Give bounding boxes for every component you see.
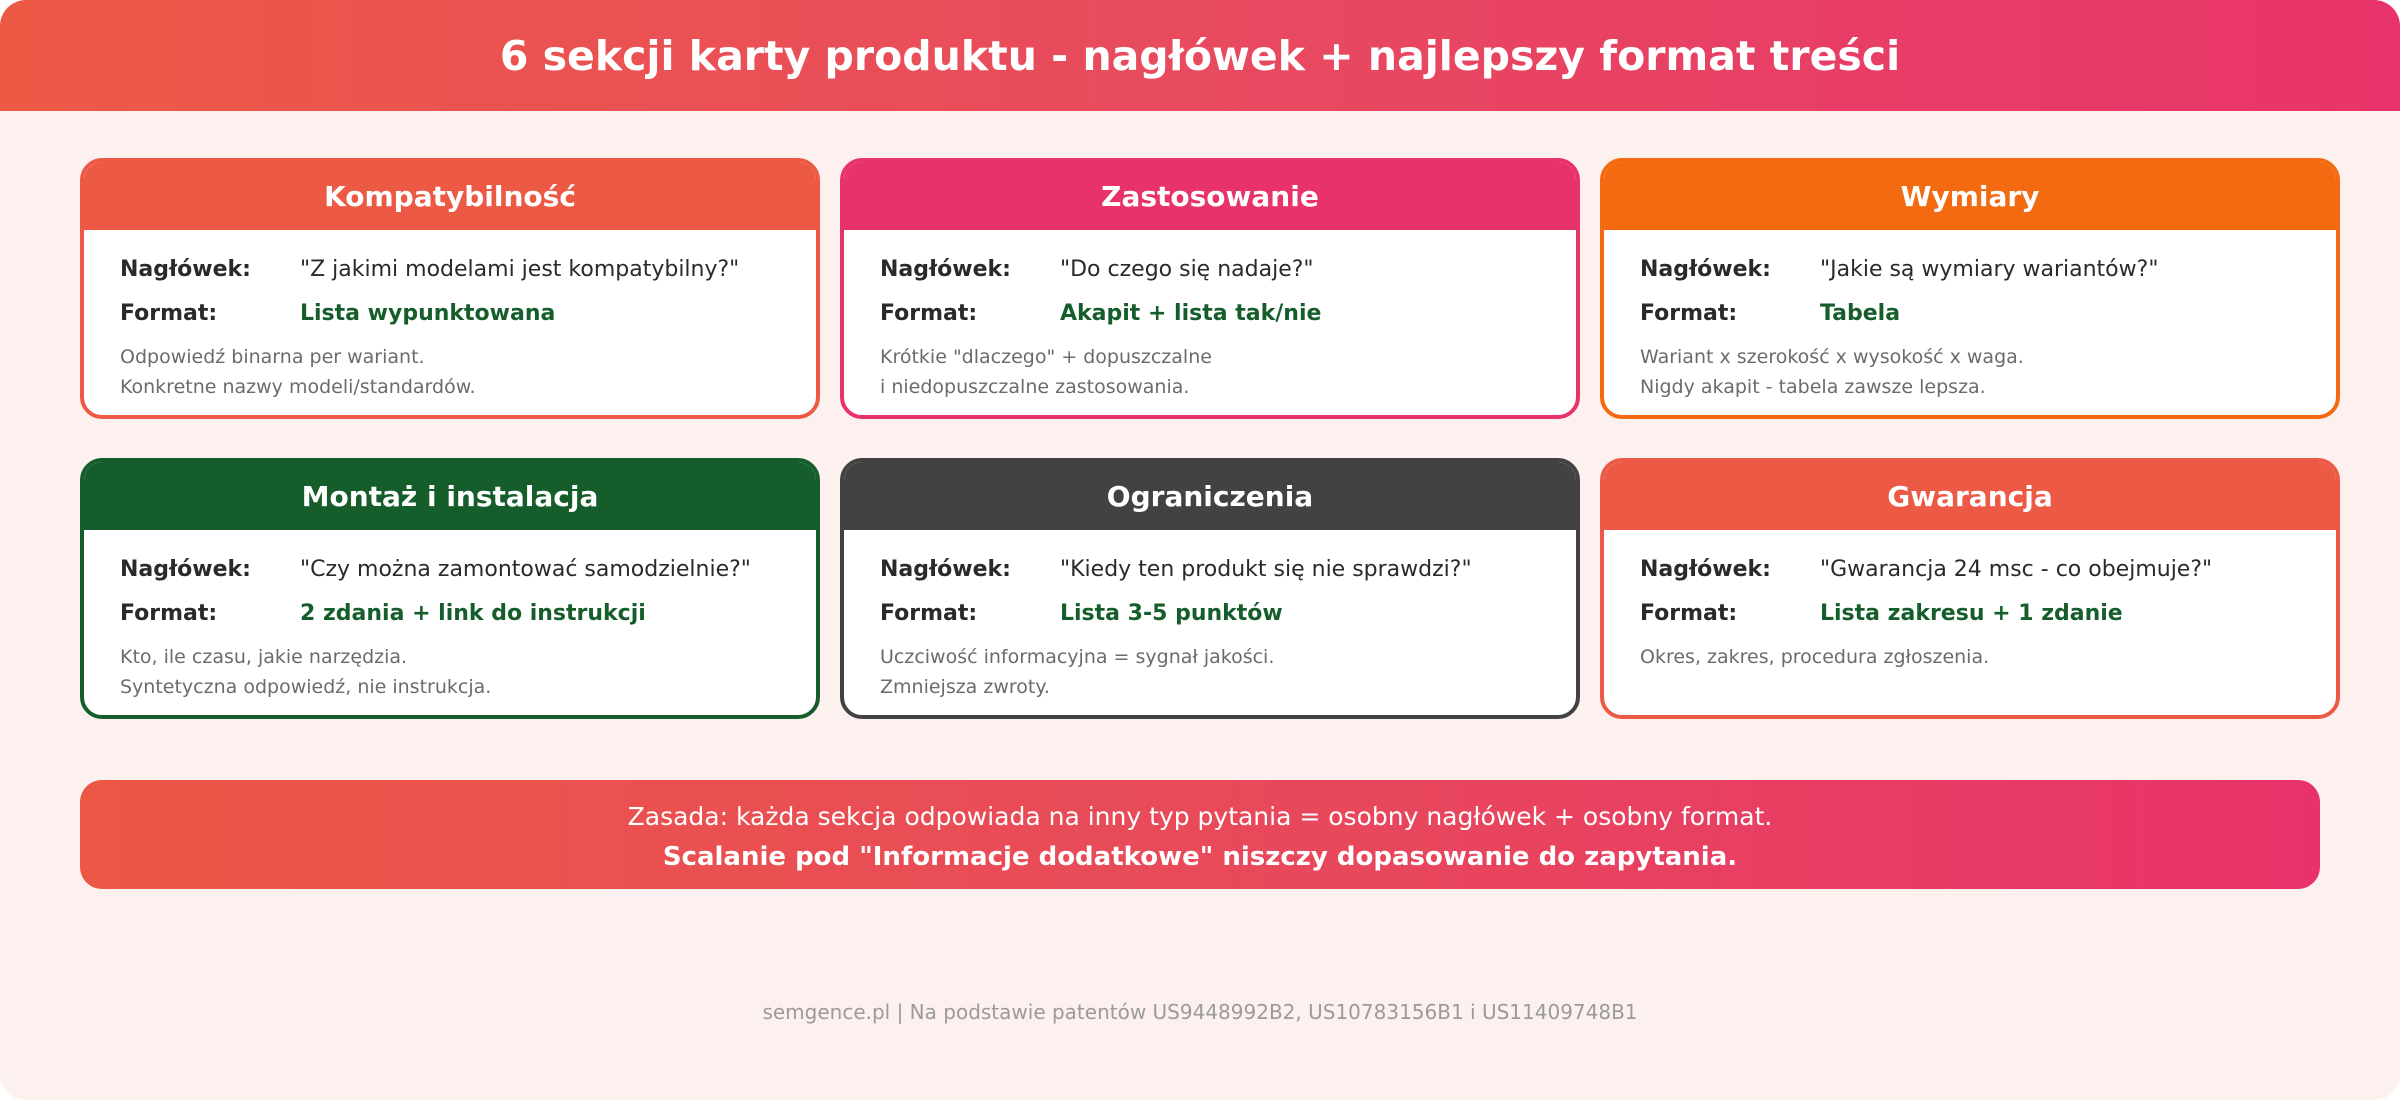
card-wymiary: [1600, 158, 2340, 419]
heading-value: "Gwarancja 24 msc - co obejmuje?": [1820, 557, 2213, 582]
format-row: [120, 601, 646, 626]
format-value: Akapit + lista tak/nie: [1060, 301, 1322, 326]
note-line: Konkretne nazwy modeli/standardów.: [120, 376, 476, 398]
card-title: Kompatybilność: [84, 162, 816, 230]
format-row: [120, 301, 555, 326]
format-value: Lista 3-5 punktów: [1060, 601, 1283, 626]
format-row: [880, 301, 1321, 326]
note-line: i niedopuszczalne zastosowania.: [880, 376, 1190, 398]
format-label: Format:: [120, 601, 218, 626]
card-title: Montaż i instalacja: [84, 462, 816, 530]
note-line: Kto, ile czasu, jakie narzędzia.: [120, 646, 408, 668]
note-line: Wariant x szerokość x wysokość x waga.: [1640, 346, 2024, 368]
card-ograniczenia: [840, 458, 1580, 719]
heading-label: Nagłówek:: [880, 557, 1011, 582]
heading-label: Nagłówek:: [120, 557, 251, 582]
heading-value: "Z jakimi modelami jest kompatybilny?": [300, 257, 740, 282]
heading-row: [880, 257, 1314, 282]
heading-value: "Do czego się nadaje?": [1060, 257, 1314, 282]
format-label: Format:: [1640, 301, 1738, 326]
heading-row: [120, 557, 751, 582]
rule-banner: [80, 780, 2320, 889]
title-banner: [0, 0, 2400, 111]
format-value: Lista zakresu + 1 zdanie: [1820, 601, 2123, 626]
footer-source: semgence.pl | Na podstawie patentów US9448992B2, US10783156B1 i US11409748B1: [762, 1000, 1638, 1024]
note-line: Uczciwość informacyjna = sygnał jakości.: [880, 646, 1275, 668]
heading-value: "Czy można zamontować samodzielnie?": [300, 557, 751, 582]
note-line: Okres, zakres, procedura zgłoszenia.: [1640, 646, 1990, 668]
heading-row: [1640, 257, 2158, 282]
heading-value: "Kiedy ten produkt się nie sprawdzi?": [1060, 557, 1472, 582]
card-title: Zastosowanie: [844, 162, 1576, 230]
format-label: Format:: [1640, 601, 1738, 626]
heading-label: Nagłówek:: [1640, 557, 1771, 582]
format-value: Lista wypunktowana: [300, 301, 556, 326]
card-zastosowanie: [840, 158, 1580, 419]
note-line: Zmniejsza zwroty.: [880, 676, 1050, 698]
format-value: Tabela: [1820, 301, 1901, 326]
note-line: Syntetyczna odpowiedź, nie instrukcja.: [120, 676, 492, 698]
rule-line-1: Zasada: każda sekcja odpowiada na inny typ pytania = osobny nagłówek + osobny format.: [627, 802, 1773, 831]
format-label: Format:: [880, 601, 978, 626]
format-row: [1640, 301, 1900, 326]
note-line: Odpowiedź binarna per wariant.: [120, 346, 425, 368]
page-title: 6 sekcji karty produktu - nagłówek + najlepszy format treści: [499, 31, 1901, 80]
card-gwarancja: [1600, 458, 2340, 719]
format-label: Format:: [880, 301, 978, 326]
format-row: [1640, 601, 2123, 626]
heading-row: [1640, 557, 2212, 582]
heading-row: [120, 257, 739, 282]
note-line: Krótkie "dlaczego" + dopuszczalne: [880, 346, 1212, 368]
card-title: Gwarancja: [1604, 462, 2336, 530]
heading-row: [880, 557, 1472, 582]
note-line: Nigdy akapit - tabela zawsze lepsza.: [1640, 376, 1986, 398]
card-title: Wymiary: [1604, 162, 2336, 230]
heading-label: Nagłówek:: [1640, 257, 1771, 282]
card-kompatybilnosc: [80, 158, 820, 419]
rule-line-2: Scalanie pod "Informacje dodatkowe" niszczy dopasowanie do zapytania.: [662, 842, 1738, 872]
format-row: [880, 601, 1283, 626]
card-title: Ograniczenia: [844, 462, 1576, 530]
card-montaz: [80, 458, 820, 719]
heading-label: Nagłówek:: [880, 257, 1011, 282]
format-label: Format:: [120, 301, 218, 326]
heading-value: "Jakie są wymiary wariantów?": [1820, 257, 2159, 282]
heading-label: Nagłówek:: [120, 257, 251, 282]
format-value: 2 zdania + link do instrukcji: [300, 601, 646, 626]
